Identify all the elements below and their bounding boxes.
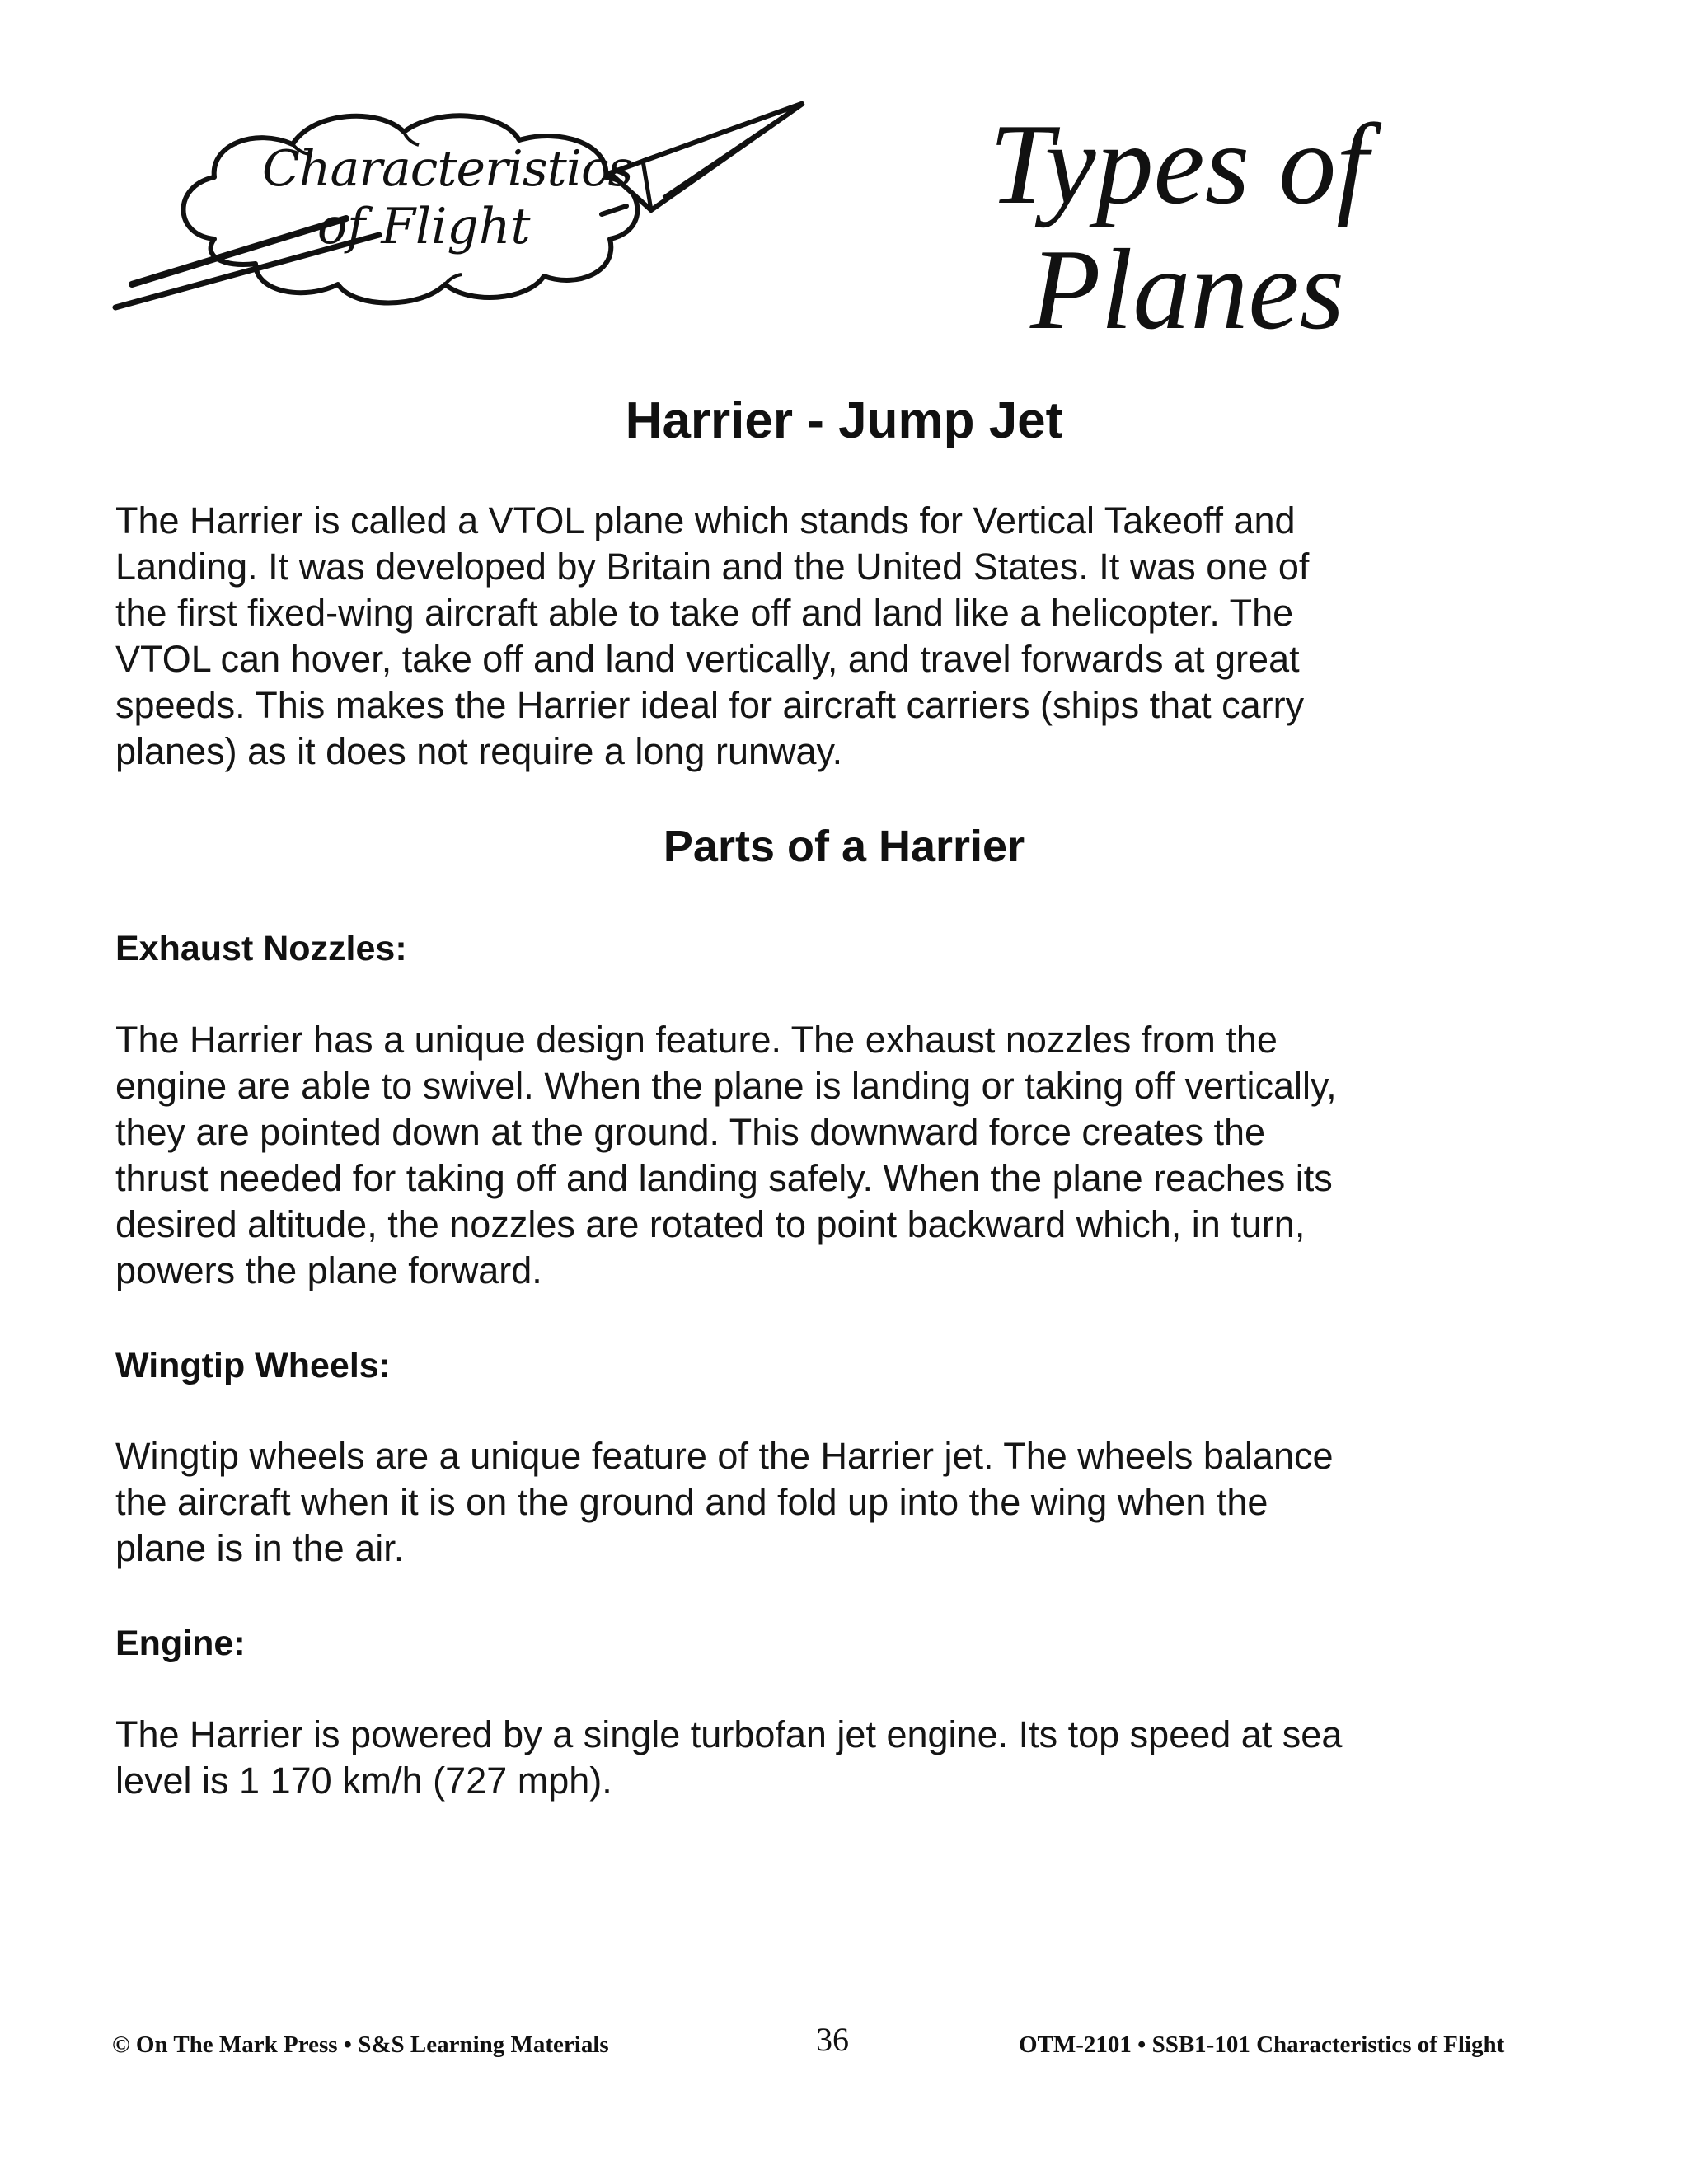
paragraph-line: speeds. This makes the Harrier ideal for aircraft carriers (ships that carry <box>115 684 1305 726</box>
paragraph-line: desired altitude, the nozzles are rotated to point backward which, in turn, <box>115 1203 1306 1245</box>
label-wingtip-wheels: Wingtip Wheels: <box>115 1346 392 1385</box>
paragraph-line: plane is in the air. <box>115 1527 405 1569</box>
exhaust-nozzles-paragraph <box>115 1017 1337 1294</box>
paragraph-line: level is 1 170 km/h (727 mph). <box>115 1760 612 1802</box>
paragraph-line: The Harrier is called a VTOL plane which stands for Vertical Takeoff and <box>115 499 1296 541</box>
page-title-line-1: Types of <box>989 101 1369 228</box>
characteristics-of-flight-logo <box>115 95 824 317</box>
footer-product-code: OTM-2101 • SSB1-101 Characteristics of Flight <box>1019 2032 1505 2058</box>
paragraph-line: Wingtip wheels are a unique feature of the Harrier jet. The wheels balance <box>115 1435 1334 1477</box>
paragraph-line: planes) as it does not require a long runway. <box>115 730 843 772</box>
logo-line-2: of Flight <box>317 198 531 255</box>
paragraph-line: The Harrier has a unique design feature. The exhaust nozzles from the <box>115 1019 1278 1061</box>
paragraph-line: powers the plane forward. <box>115 1249 542 1291</box>
footer-copyright: © On The Mark Press • S&S Learning Materials <box>112 2032 609 2058</box>
paragraph-line: the aircraft when it is on the ground and fold up into the wing when the <box>115 1481 1268 1523</box>
intro-paragraph <box>115 498 1309 775</box>
paragraph-line: the first fixed-wing aircraft able to take off and land like a helicopter. The <box>115 592 1294 634</box>
wingtip-wheels-paragraph <box>115 1433 1334 1572</box>
paragraph-line: The Harrier is powered by a single turbofan jet engine. Its top speed at sea <box>115 1713 1343 1755</box>
paragraph-line: they are pointed down at the ground. This downward force creates the <box>115 1111 1266 1153</box>
paragraph-line: VTOL can hover, take off and land vertically, and travel forwards at great <box>115 638 1300 680</box>
label-engine: Engine: <box>115 1624 246 1663</box>
engine-paragraph <box>115 1712 1342 1804</box>
paragraph-line: thrust needed for taking off and landing safely. When the plane reaches its <box>115 1157 1333 1199</box>
page-title-line-2: Planes <box>1030 226 1345 354</box>
label-exhaust-nozzles: Exhaust Nozzles: <box>115 929 407 968</box>
logo-line-1: Characteristics <box>262 140 633 198</box>
section-heading-harrier: Harrier - Jump Jet <box>625 392 1063 449</box>
section-heading-parts: Parts of a Harrier <box>663 822 1025 871</box>
page-number: 36 <box>816 2021 849 2058</box>
paragraph-line: Landing. It was developed by Britain and the United States. It was one of <box>115 546 1310 588</box>
paragraph-line: engine are able to swivel. When the plane is landing or taking off vertically, <box>115 1065 1337 1107</box>
